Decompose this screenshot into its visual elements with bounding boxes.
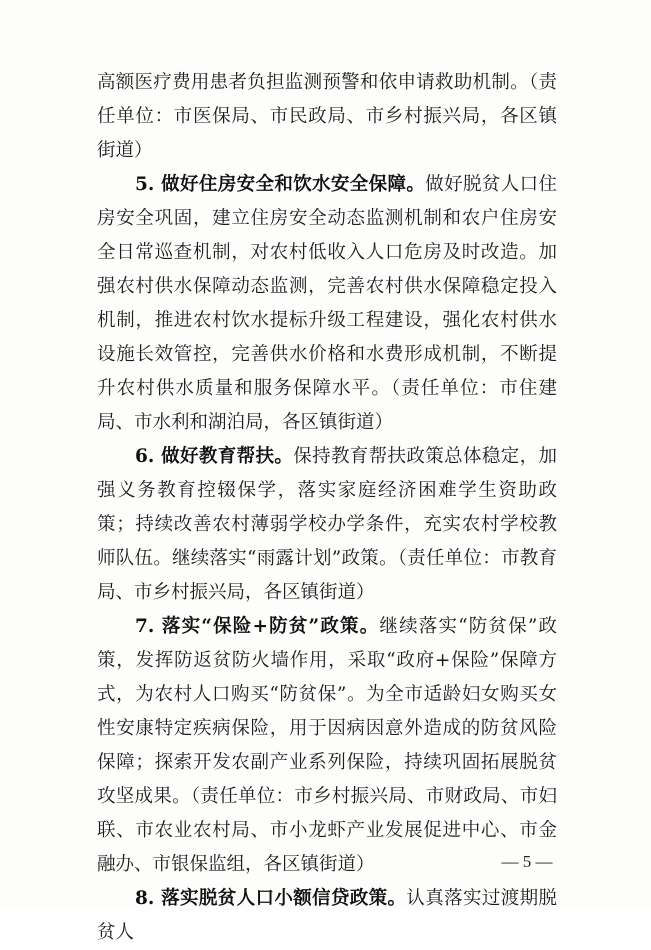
continuation-paragraph: 高额医疗费用患者负担监测预警和依申请救助机制。（责任单位：市医保局、市民政局、市乡村振兴局，各区镇街道）: [97, 72, 557, 161]
section-7-paragraph: [97, 610, 557, 882]
section-7-heading: 7. 落实“保险+防贫”政策。: [135, 616, 380, 637]
section-5-body: 做好脱贫人口住房安全巩固，建立住房安全动态监测机制和农户住房安全日常巡查机制，对农村低收入人口危房及时改造。加强农村供水保障动态监测，完善农村供水保障稳定投入机制，推进农村饮水提标升级工程建设，强化农村供水设施长效管控，完善供水价格和水费形成机制，不断提升农村供水质量和服务保障水平。（责任单位：市住建局、市水利和湖泊局，各区镇街道）: [97, 174, 557, 433]
section-8-body: 认真落实过渡期脱贫人: [97, 888, 557, 943]
section-6-heading: 6. 做好教育帮扶。: [135, 446, 294, 467]
section-6-body: 保持教育帮扶政策总体稳定，加强义务教育控辍保学，落实家庭经济困难学生资助政策；持续改善农村薄弱学校办学条件，充实农村学校教师队伍。继续落实“雨露计划”政策。（责任单位：市教育局、市乡村振兴局，各区镇街道）: [97, 446, 557, 603]
section-5-paragraph: [97, 168, 557, 440]
section-8-heading: 8. 落实脱贫人口小额信贷政策。: [135, 888, 407, 909]
section-5-heading: 5. 做好住房安全和饮水安全保障。: [135, 174, 426, 195]
document-body: [97, 66, 557, 950]
section-7-body: 继续落实“防贫保”政策，发挥防返贫防火墙作用，采取“政府+保险”保障方式，为农村人口购买“防贫保”。为全市适龄妇女购买女性安康特定疾病保险，用于因病因意外造成的防贫风险保障；探索开发农副产业系列保险，持续巩固拓展脱贫攻坚成果。（责任单位：市乡村振兴局、市财政局、市妇联、市农业农村局、市小龙虾产业发展促进中心、市金融办、市银保监组，各区镇街道）: [97, 616, 557, 875]
section-6-paragraph: [97, 440, 557, 610]
section-8-paragraph: [97, 882, 557, 950]
page-number: — 5 —: [501, 852, 553, 871]
